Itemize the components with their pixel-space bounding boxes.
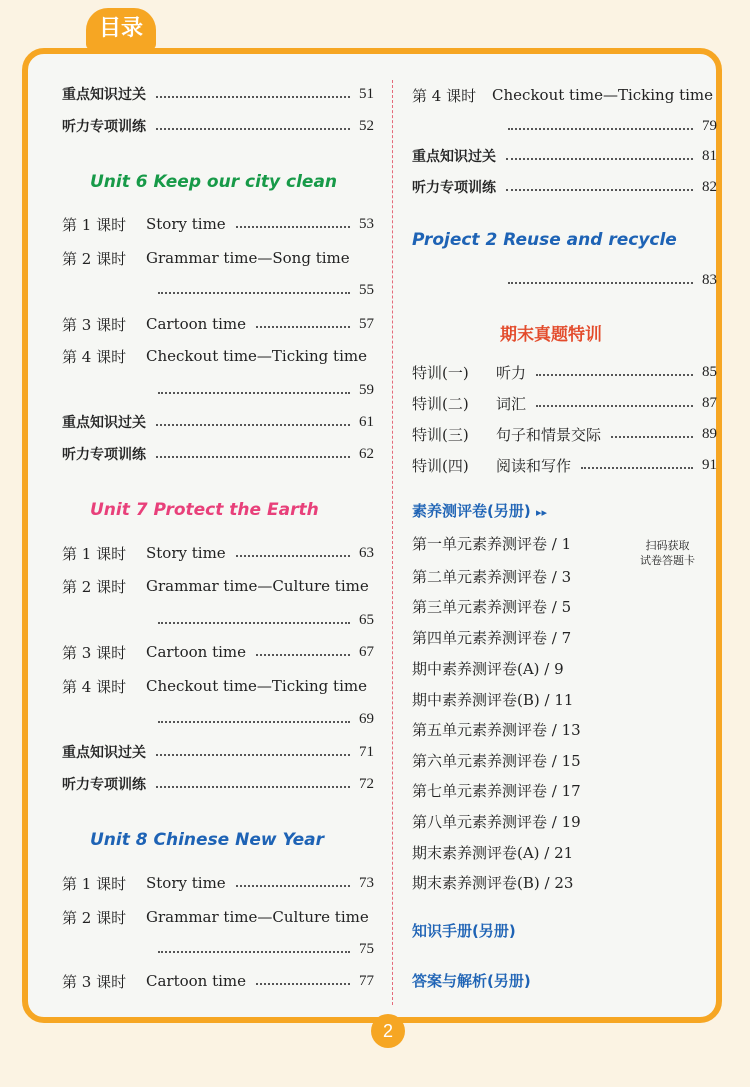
test-entry[interactable]: 第四单元素养测评卷 / 7 [412,628,572,647]
test-entry[interactable]: 期末素养测评卷(B) / 23 [412,873,574,892]
handbook-title[interactable]: 知识手册(另册) [412,922,516,940]
tests-title[interactable]: 素养测评卷(另册) ▸▸ [412,502,547,520]
answers-title[interactable]: 答案与解析(另册) [412,972,531,990]
test-entry[interactable]: 期中素养测评卷(A) / 9 [412,659,564,678]
toc-entry[interactable]: 特训(一) 听力 85 [412,363,717,382]
toc-entry[interactable]: 特训(四) 阅读和写作 91 [412,456,717,475]
test-entry[interactable]: 第五单元素养测评卷 / 13 [412,720,581,739]
toc-entry[interactable]: 听力专项训练 72 [62,775,374,793]
toc-entry-continued[interactable]: 59 [62,378,374,402]
toc-entry-continued[interactable]: 55 [62,278,374,302]
toc-entry-continued[interactable]: 75 [62,937,374,961]
column-divider [392,80,393,1005]
toc-entry[interactable]: 听力专项训练 62 [62,445,374,463]
toc-entry[interactable]: 第 4 课时 Checkout time—Ticking time [62,677,367,696]
toc-entry[interactable]: 第 1 课时 Story time 53 [62,215,374,234]
toc-entry[interactable]: 第 4 课时 Checkout time—Ticking time [412,86,713,105]
unit-8-title[interactable]: Unit 8 Chinese New Year [90,830,325,850]
toc-entry[interactable]: 第 3 课时 Cartoon time 77 [62,972,374,991]
toc-entry[interactable]: 特训(三) 句子和情景交际 89 [412,425,717,444]
final-exam-title: 期末真题特训 [500,325,602,345]
test-entry[interactable]: 第六单元素养测评卷 / 15 [412,751,581,770]
toc-entry[interactable]: 听力专项训练 52 [62,117,374,135]
toc-entry[interactable]: 第 3 课时 Cartoon time 57 [62,315,374,334]
unit-7-title[interactable]: Unit 7 Protect the Earth [90,500,319,520]
toc-entry[interactable]: 听力专项训练 82 [412,178,717,196]
toc-entry[interactable]: 重点知识过关 71 [62,743,374,761]
toc-entry[interactable]: 重点知识过关 51 [62,85,374,103]
toc-entry[interactable]: 第 1 课时 Story time 63 [62,544,374,563]
toc-entry[interactable]: 重点知识过关 61 [62,413,374,431]
toc-entry-continued[interactable]: 65 [62,608,374,632]
toc-entry[interactable]: 第 1 课时 Story time 73 [62,874,374,893]
test-entry[interactable]: 期末素养测评卷(A) / 21 [412,843,574,862]
toc-entry[interactable]: 特训(二) 词汇 87 [412,394,717,413]
double-arrow-icon: ▸▸ [535,506,547,519]
test-entry[interactable]: 第二单元素养测评卷 / 3 [412,567,572,586]
toc-entry[interactable]: 第 4 课时 Checkout time—Ticking time [62,347,367,366]
toc-entry[interactable]: 第 2 课时 Grammar time—Song time [62,249,350,268]
project-2-title[interactable]: Project 2 Reuse and recycle [412,230,677,250]
toc-entry[interactable]: 第 2 课时 Grammar time—Culture time [62,908,369,927]
toc-entry-continued[interactable]: 83 [412,268,717,292]
test-entry[interactable]: 第一单元素养测评卷 / 1 [412,534,572,553]
page-number: 2 [371,1014,405,1048]
toc-entry[interactable]: 重点知识过关 81 [412,147,717,165]
toc-entry[interactable]: 第 3 课时 Cartoon time 67 [62,643,374,662]
test-entry[interactable]: 第八单元素养测评卷 / 19 [412,812,581,831]
contents-tab: 目录 [86,8,156,50]
qr-note: 扫码获取 试卷答题卡 [640,539,695,567]
toc-entry-continued[interactable]: 69 [62,707,374,731]
test-entry[interactable]: 期中素养测评卷(B) / 11 [412,690,574,709]
toc-entry[interactable]: 第 2 课时 Grammar time—Culture time [62,577,369,596]
unit-6-title[interactable]: Unit 6 Keep our city clean [90,172,338,192]
test-entry[interactable]: 第三单元素养测评卷 / 5 [412,597,572,616]
toc-entry-continued[interactable]: 79 [412,114,717,138]
test-entry[interactable]: 第七单元素养测评卷 / 17 [412,781,581,800]
